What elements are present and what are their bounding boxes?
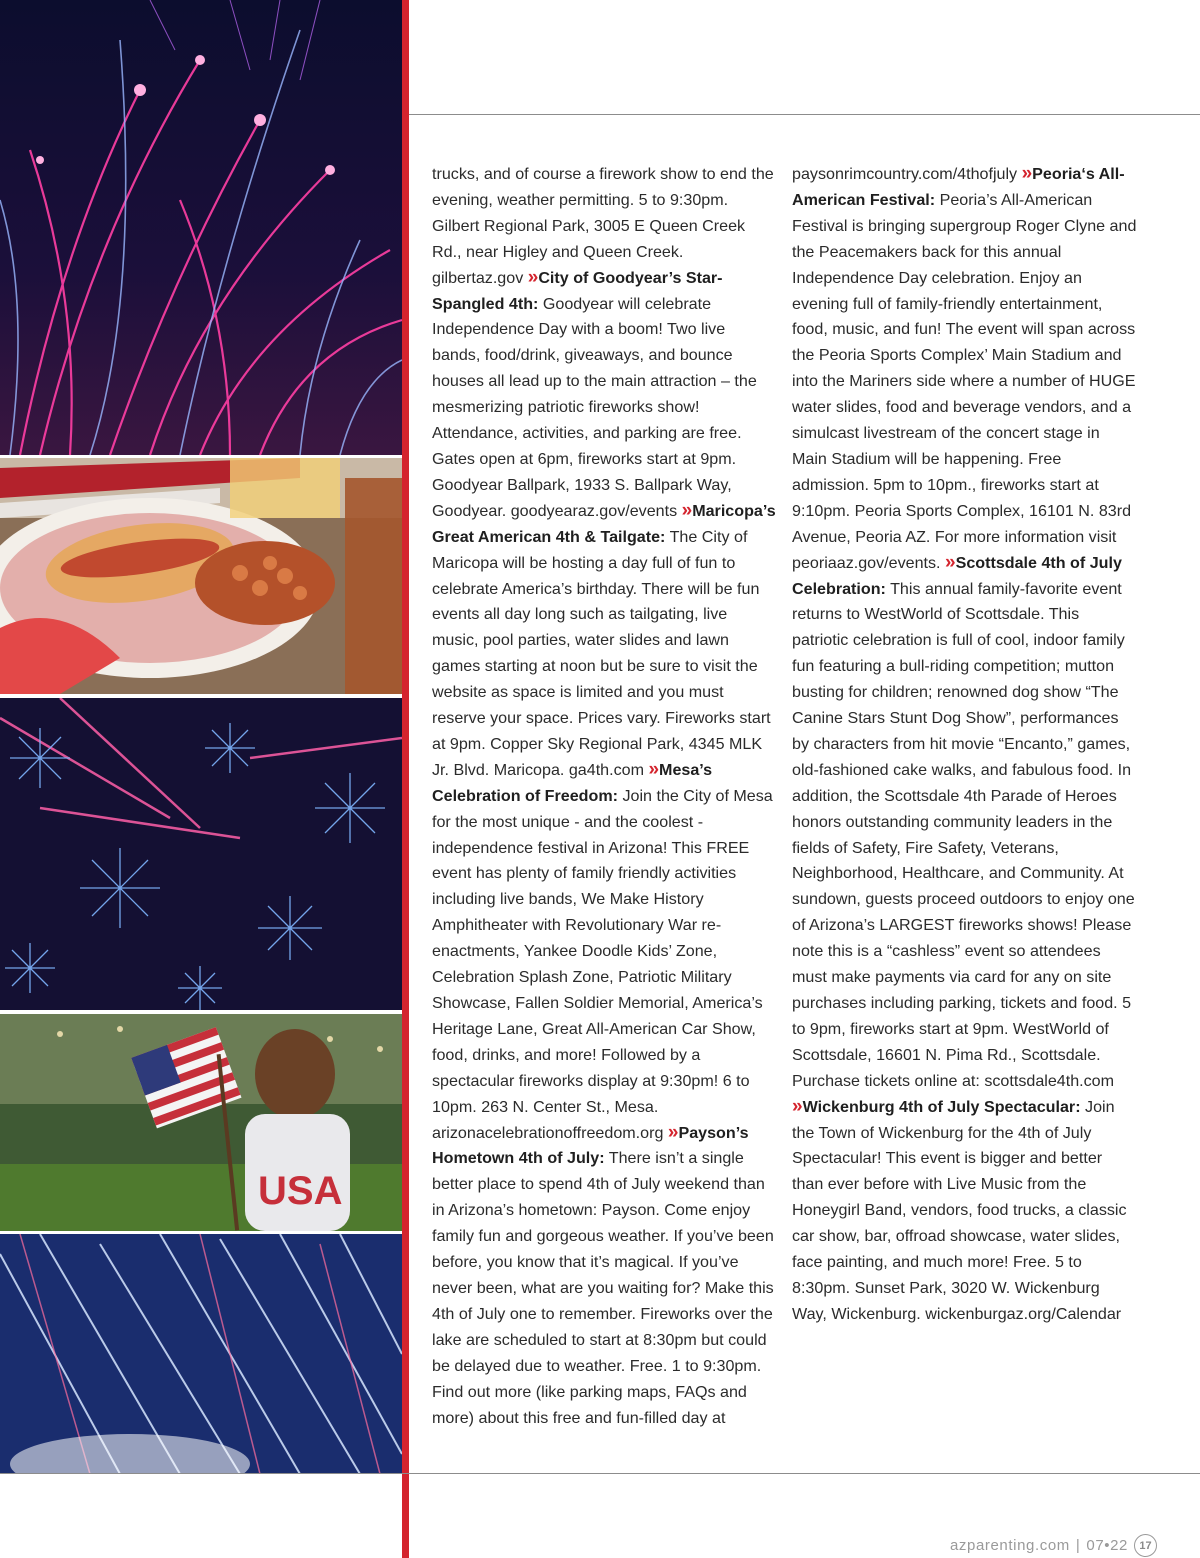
footer-issue: 07•22 [1086,1537,1128,1554]
article-text [432,162,777,1431]
picnic-photo-hotdog [0,458,402,694]
shirt-text: USA [258,1169,343,1213]
footer-separator: | [1075,1537,1081,1554]
body-text: Goodyear will celebrate Independence Day with a boom! Two live bands, food/drink, giveaways, and bounce houses all lead up to the main attraction – the mesmerizing patriotic fireworks show! Attendance, activities, and parking are free. Gates open at 6pm, fireworks start at 9pm. Goodyear Ballpark, 1933 S. Ballpark Way, Goodyear. goodyearaz.gov/events [432,294,757,520]
body-text: Peoria’s All-American Festival is bringing supergroup Roger Clyne and the Peacemakers back for this annual Independence Day celebration. Enjoy an evening full of family-friendly entertainment, food, music, and fun! The event will span across the Peoria Sports Complex’ Main Stadium and into the Mariners side where a number of HUGE water slides, food and beverage vendors, and a simulcast livestream of the concert stage in Main Stadium will be happening. Free admission. 5pm to 10pm., fireworks start at 9:10pm. Peoria Sports Complex, 16101 N. 83rd Avenue, Peoria AZ. For more information visit peoriaaz.gov/events. [792,190,1137,572]
event-title: City of Goodyear’s Star-Spangled 4th: [432,268,723,313]
child-with-flag-photo [0,1014,402,1231]
event-title: Payson’s Hometown 4th of July: [432,1123,749,1168]
event-title: Mesa’s Celebration of Freedom: [432,760,713,805]
chevron-icon: » [792,1095,803,1117]
article-column-right [792,162,1137,1328]
event-title: Wickenburg 4th of July Spectacular: [802,1097,1081,1116]
body-text: Join the Town of Wickenburg for the 4th of July Spectacular! This event is bigger and better than ever before with Live Music from the Honeygirl Band, vendors, food trucks, a classic car show, bar, offroad showcase, water slides, face painting, and much more! Free. 5 to 8:30pm. Sunset Park, 3020 W. Wickenburg Way, Wickenburg. wickenburgaz.org/Calendar [792,1097,1127,1323]
event-title: Maricopa’s Great American 4th & Tailgate: [432,501,776,546]
page-footer [950,1534,1157,1557]
body-text: trucks, and of course a firework show to end the evening, weather permitting. 5 to 9:30pm. Gilbert Regional Park, 3005 E Queen Creek Rd., near Higley and Queen Creek. gilbertaz.gov [432,165,774,287]
event-title: Scottsdale 4th of July Celebration: [792,553,1122,598]
body-text: Join the City of Mesa for the most unique - and the coolest - independence festival in Arizona! This FREE event has plenty of family friendly activities including live bands, We Make History Amphitheater with Revolutionary War re-enactments, Yankee Doodle Kids’ Zone, Celebration Splash Zone, Patriotic Military Showcase, Fallen Soldier Memorial, America’s Heritage Lane, Great All-American Car Show, food, drinks, and more! Followed by a spectacular fireworks display at 9:30pm! 6 to 10pm. 263 N. Center St., Mesa. arizonacelebrationoffreedom.org [432,786,773,1142]
body-text: The City of Maricopa will be hosting a day full of fun to celebrate America’s birthday. There will be fun events all day long such as tailgating, live music, pool parties, water slides and lawn games starting at noon but be sure to visit the website as space is limited and you must reserve your space. Prices vary. Fireworks start at 9pm. Copper Sky Regional Park, 4345 MLK Jr. Blvd. Maricopa. ga4th.com [432,527,771,779]
chevron-icon: » [527,266,539,288]
red-accent-bar [402,0,409,1558]
photo-strip [0,0,402,1474]
chevron-icon: » [667,1121,679,1143]
chevron-icon: » [648,758,660,780]
body-text: There isn’t a single better place to spend 4th of July weekend than in Arizona’s hometown: Payson. Come enjoy family fun and gorgeous weather. If you’ve been before, you know that it’s magical. If you’ve never been, what are you waiting for? Make this 4th of July one to remember. Fireworks over the lake are scheduled to start at 8:30pm but could be delayed due to weather. Free. 1 to 9:30pm. Find out more (like parking maps, FAQs and more) about this free and fun-filled day at [432,1149,774,1427]
body-text: paysonrimcountry.com/4thofjuly [792,165,1022,183]
chevron-icon: » [1021,163,1033,184]
chevron-icon: » [945,551,956,573]
page-number-badge: 17 [1134,1534,1157,1557]
bottom-divider [0,1473,1200,1474]
footer-site: azparenting.com [949,1537,1070,1554]
fireworks-photo-white [0,1234,402,1474]
fireworks-photo-pink [0,0,402,455]
body-text: This annual family-favorite event returns to WestWorld of Scottsdale. This patriotic celebration is full of cool, indoor family fun featuring a bull-riding competition; mutton busting for children; renowned dog show “The Canine Stars Stunt Dog Show”, performances by characters from hit movie “Encanto,” games, old-fashioned cake walks, and fabulous food. In addition, the Scottsdale 4th Parade of Heroes honors outstanding community leaders in the fields of Safety, Fire Safety, Veterans, Neighborhood, Healthcare, and Community. At sundown, guests proceed outdoors to enjoy one of Arizona’s LARGEST fireworks shows! Please note this is a “cashless” event so attendees must make payments via card for any on site purchases including parking, tickets and food. 5 to 9pm, fireworks start at 9pm. WestWorld of Scottsdale, 16601 N. Pima Rd., Scottsdale. Purchase tickets online at: scottsdale4th.com [792,579,1135,1090]
article-text [792,162,1137,1328]
article-column-left [432,162,777,1431]
fireworks-photo-blue [0,698,402,1010]
event-title: Peoria‘s All-American Festival: [792,165,1125,209]
chevron-icon: » [681,499,693,521]
top-divider [409,114,1200,115]
